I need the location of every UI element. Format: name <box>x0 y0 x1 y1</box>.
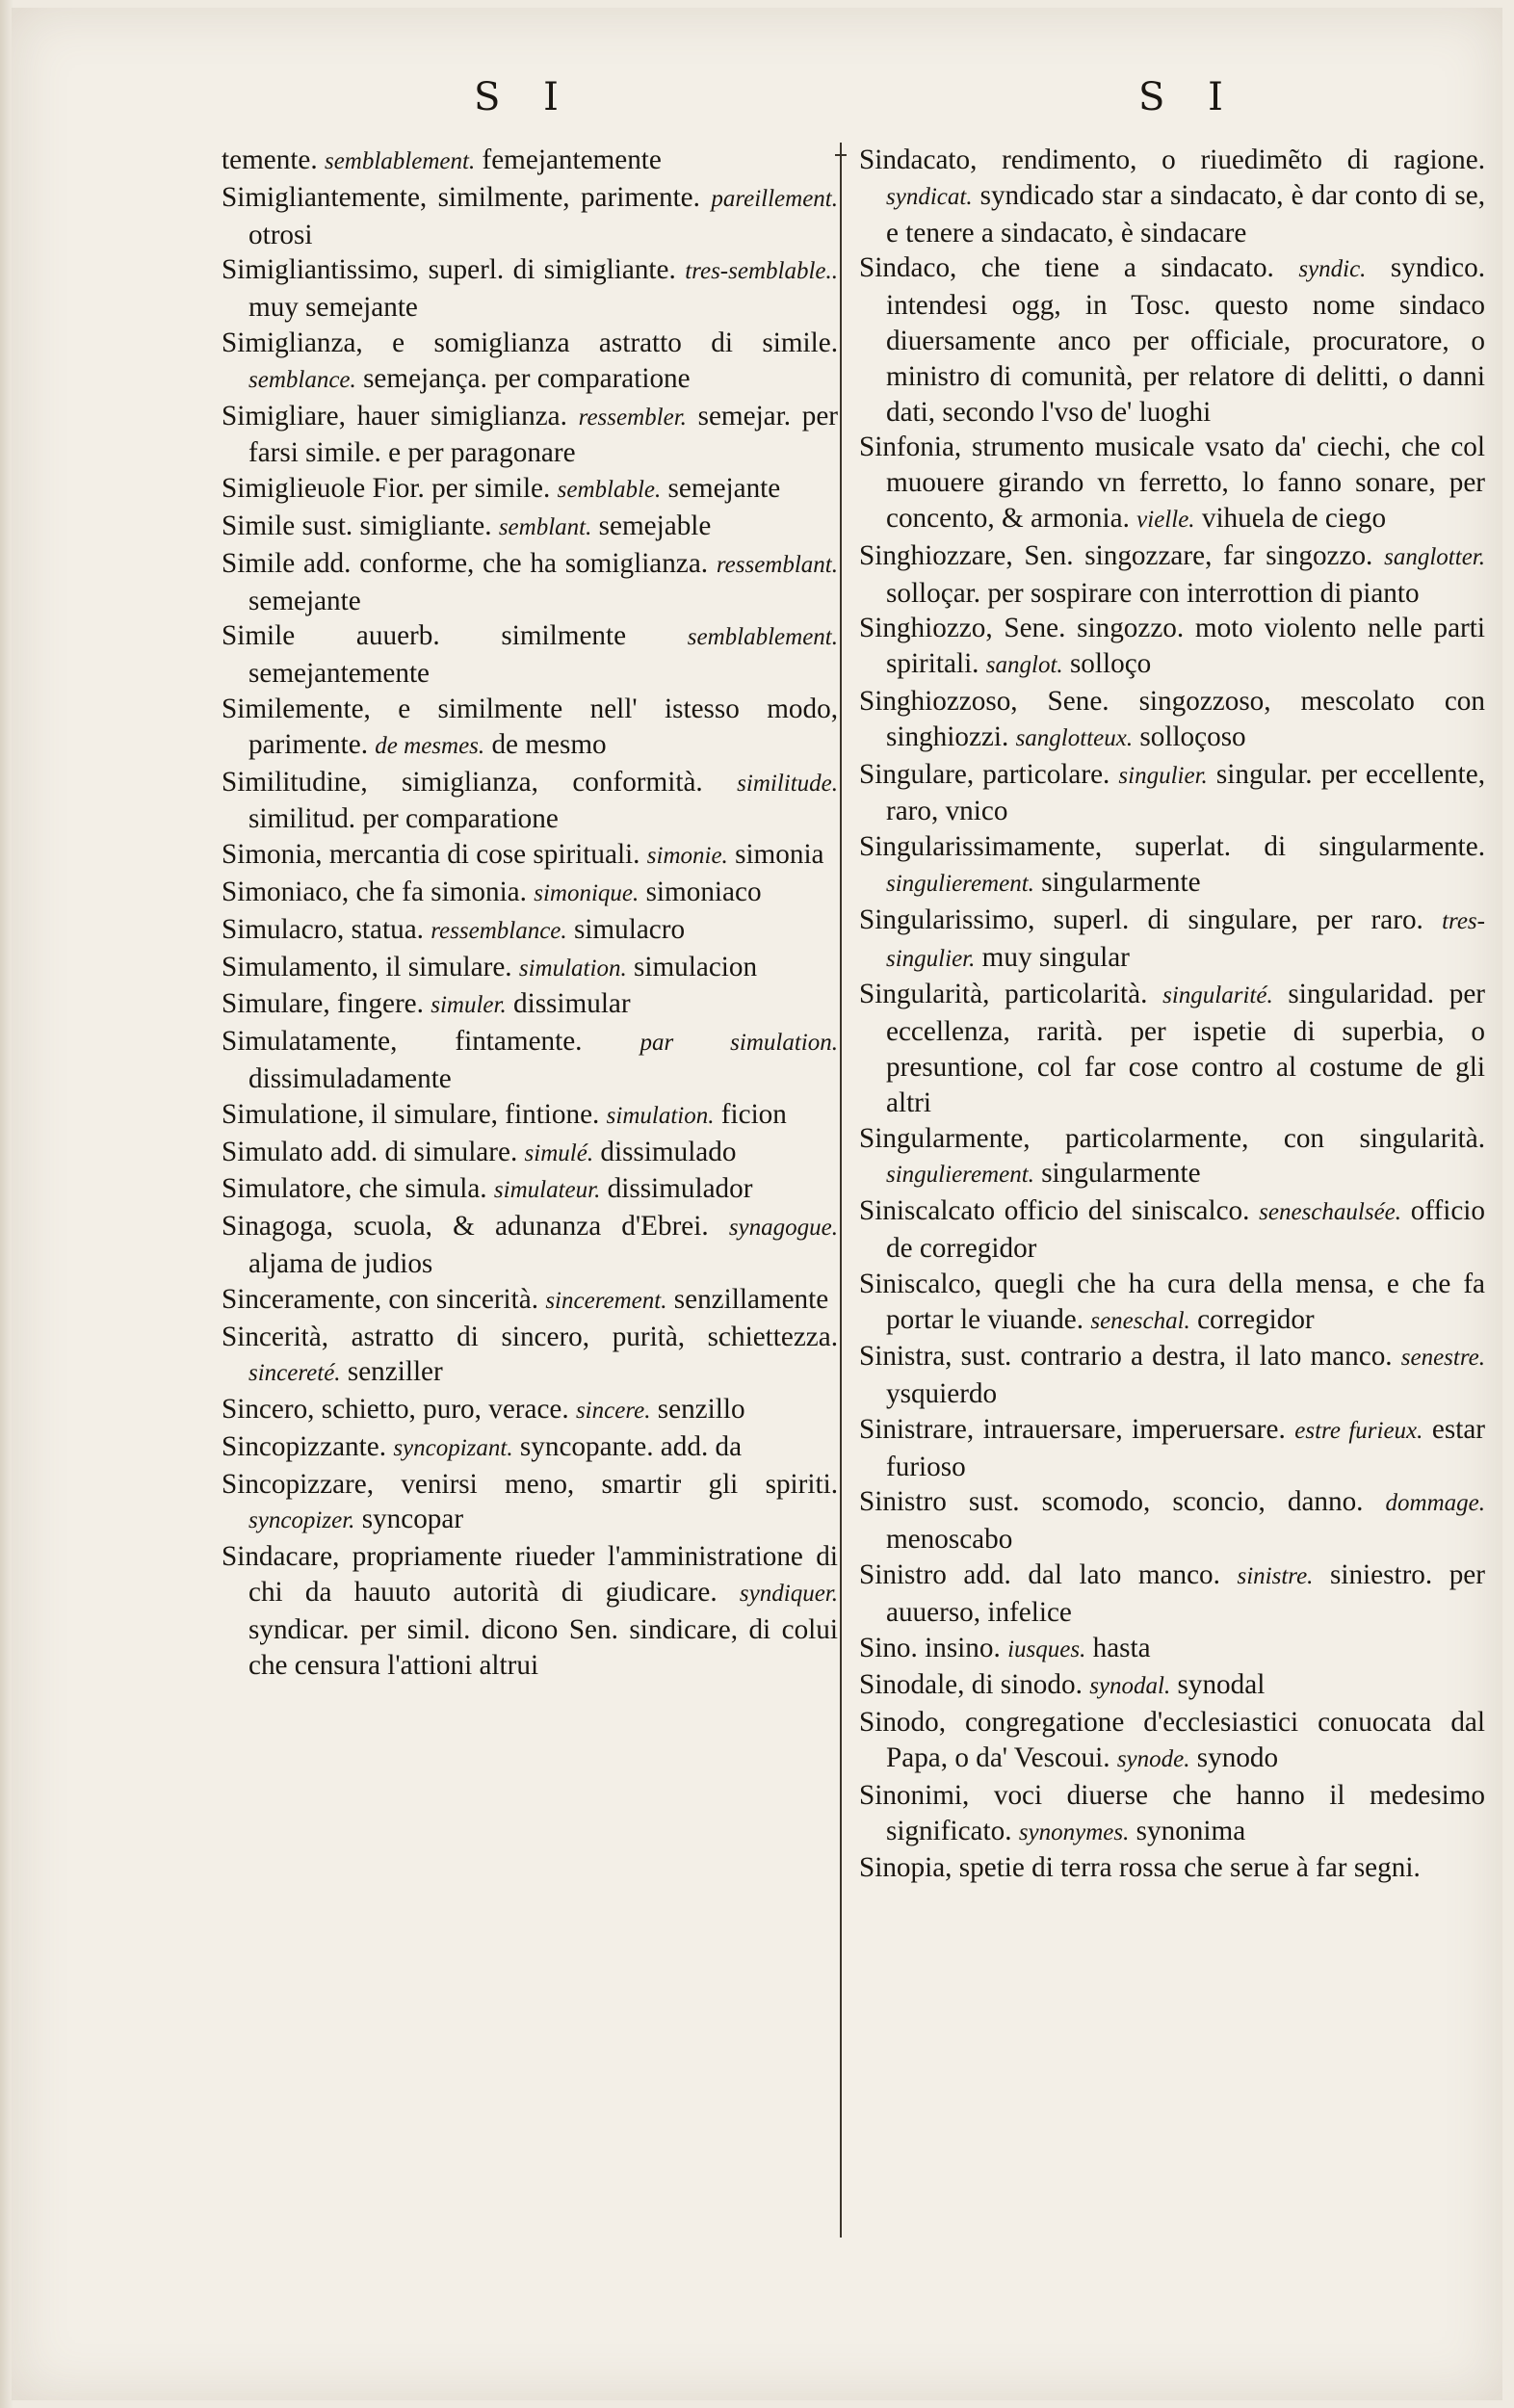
entry-italian: Siniscalcato officio del siniscalco. <box>859 1195 1260 1227</box>
entry-french: pareillement. <box>711 185 838 212</box>
entry-italian: temente. <box>222 144 325 175</box>
entry-french: de mesmes. <box>375 732 485 759</box>
entry-spanish: syndicar. per simil. dicono Sen. sindicare, di colui che censura l'attioni altrui <box>248 1613 838 1681</box>
entry-french: syndiquer. <box>739 1581 838 1608</box>
column-divider <box>840 143 842 2238</box>
entry-spanish: estar furioso <box>886 1413 1485 1482</box>
entry-french: sincerement. <box>545 1287 667 1314</box>
entry-italian: Simigliantissimo, superl. di simigliante. <box>222 254 686 286</box>
dictionary-entry <box>859 829 1485 903</box>
entry-spanish: syncopante. add. da <box>512 1430 743 1462</box>
entry-spanish: ficion <box>714 1098 787 1130</box>
entry-french: simulation. <box>606 1102 715 1129</box>
entry-french: iusques. <box>1007 1636 1086 1662</box>
dictionary-entry <box>222 1097 838 1135</box>
entry-spanish: otrosi <box>248 219 313 250</box>
entry-french: syndicat. <box>886 183 973 210</box>
dictionary-entry <box>859 757 1485 830</box>
entry-spanish: solloçoso <box>1133 720 1246 752</box>
entry-spanish: corregidor <box>1189 1303 1315 1335</box>
entry-italian: Sinagoga, scuola, & adunanza d'Ebrei. <box>222 1211 729 1243</box>
entry-italian: Singularità, particolarità. <box>859 979 1163 1010</box>
entry-french: syncopizant. <box>393 1434 513 1461</box>
entry-spanish: muy semejante <box>248 292 418 324</box>
dictionary-entry <box>859 903 1485 978</box>
dictionary-entry <box>222 1467 838 1540</box>
entry-italian: Simile add. conforme, che ha somiglianza. <box>222 547 717 579</box>
entry-italian: Simulatione, il simulare, fintione. <box>222 1098 607 1130</box>
entry-spanish: semejança. per comparatione <box>355 362 691 394</box>
entry-italian: Singhiozzo, Sene. singozzo. moto violento nelle parti spiritali. <box>859 613 1485 680</box>
entry-spanish: solloço <box>1062 648 1152 680</box>
entry-italian: Singularissimamente, superlat. di singularmente. <box>859 831 1485 863</box>
dictionary-entry <box>859 1484 1485 1557</box>
entry-french: tres-semblable.. <box>685 258 838 285</box>
dictionary-entry <box>859 684 1485 757</box>
entry-spanish: ysquierdo <box>886 1378 998 1410</box>
entry-italian: Sinistro add. dal lato manco. <box>859 1559 1238 1591</box>
entry-spanish: singularmente <box>1033 866 1201 898</box>
entry-italian: Simonia, mercantia di cose spirituali. <box>222 839 647 871</box>
entry-spanish: de mesmo <box>484 728 607 760</box>
entry-french: sanglot. <box>985 652 1063 679</box>
entry-italian: Simiglianza, e somiglianza astratto di simile. <box>222 327 838 358</box>
entry-french: tres-singulier. <box>886 907 1485 972</box>
entry-french: dommage. <box>1385 1490 1485 1517</box>
dictionary-entry <box>859 430 1485 537</box>
right-column <box>859 143 1485 1886</box>
dictionary-entry <box>222 252 838 326</box>
entry-italian: Sincopizzare, venirsi meno, smartir gli spiriti. <box>222 1468 838 1500</box>
dictionary-entry <box>222 692 838 765</box>
entry-spanish: segni. <box>1353 1852 1421 1884</box>
entry-italian: Sindacare, propriamente riueder l'amministratione di chi da hauuto autorità di giudicare. <box>222 1541 838 1609</box>
dictionary-entry <box>859 1267 1485 1340</box>
dictionary-entry <box>859 1412 1485 1485</box>
entry-spanish: synodal <box>1170 1669 1266 1701</box>
entry-spanish: dissimulador <box>600 1173 753 1205</box>
dictionary-entry <box>859 143 1485 250</box>
entry-italian: Sindacato, rendimento, o riuedimẽto di ragione. <box>859 144 1485 175</box>
entry-french: semblablement. <box>687 624 838 651</box>
entry-french: synonymes. <box>1018 1819 1130 1845</box>
entry-italian: Sino. insino. <box>859 1632 1008 1663</box>
entry-italian: Sinodo, congregatione d'ecclesiastici conuocata dal Papa, o da' Vescoui. <box>859 1707 1485 1774</box>
entry-french: syndic. <box>1298 256 1367 283</box>
entry-french: simonie. <box>646 843 728 870</box>
entry-italian: Simulatore, che simula. <box>222 1173 494 1205</box>
entry-spanish: simulacro <box>566 913 686 945</box>
entry-spanish: dissimular <box>506 988 631 1020</box>
entry-italian: Sinopia, spetie di terra rossa che serue à far <box>859 1852 1354 1884</box>
entry-spanish: siniestro. per auuerso, infelice <box>886 1559 1485 1628</box>
entry-italian: Singulare, particolare. <box>859 758 1119 790</box>
entry-french: semblablement. <box>324 148 476 174</box>
entry-french: syncopizer. <box>248 1507 355 1534</box>
dictionary-entry <box>859 1667 1485 1705</box>
entry-french: similitude. <box>737 770 838 797</box>
dictionary-entry <box>222 546 838 619</box>
entry-spanish: simulacion <box>626 951 758 982</box>
entry-spanish: synonima <box>1129 1815 1246 1846</box>
entry-spanish: semejar. per farsi simile. e per paragonare <box>248 400 838 469</box>
dictionary-entry <box>222 1429 838 1467</box>
entry-french: ressemblance. <box>431 917 567 944</box>
entry-french: synagogue. <box>728 1215 838 1242</box>
entry-italian: Sindaco, che tiene a sindacato. <box>859 252 1299 284</box>
entry-french: seneschal. <box>1090 1307 1190 1334</box>
dictionary-entry <box>859 1631 1485 1668</box>
entry-french: simulation. <box>518 955 627 982</box>
entry-italian: Similitudine, simiglianza, conformità. <box>222 766 738 798</box>
entry-spanish: muy singular <box>975 941 1130 973</box>
dictionary-entry <box>859 538 1485 612</box>
entry-spanish: singular. per eccellente, raro, vnico <box>886 758 1486 827</box>
entry-italian: Singhiozzare, Sen. singozzare, far singozzo. <box>859 539 1385 571</box>
dictionary-entry <box>222 986 838 1024</box>
entry-italian: Similemente, e similmente nell' istesso modo, parimente. <box>222 693 838 760</box>
running-header-right: S I <box>1138 75 1239 119</box>
entry-spanish: senzillamente <box>666 1283 829 1315</box>
dictionary-entry <box>859 1778 1485 1851</box>
entry-french: vielle. <box>1136 506 1195 533</box>
entry-french: par simulation. <box>640 1030 839 1057</box>
entry-italian: Simulare, fingere. <box>222 988 431 1020</box>
entry-spanish: simoniaco <box>639 876 762 907</box>
dictionary-entry <box>859 1557 1485 1631</box>
dictionary-entry <box>222 1209 838 1282</box>
entry-french: simulateur. <box>493 1177 601 1204</box>
entry-italian: Simile auuerb. similmente <box>222 620 688 652</box>
dictionary-entry <box>222 875 838 912</box>
entry-spanish: semejante <box>248 585 361 616</box>
dictionary-entry <box>222 471 838 509</box>
entry-italian: Sincerità, astratto di sincero, purità, schiettezza. <box>222 1321 838 1352</box>
entry-french: sanglotteux. <box>1015 724 1134 751</box>
left-column <box>222 143 838 1683</box>
dictionary-entry <box>222 912 838 950</box>
dictionary-entry <box>859 611 1485 684</box>
entry-spanish: solloçar. per sospirare con interrottion di pianto <box>886 577 1420 609</box>
entry-spanish: semejable <box>591 510 712 541</box>
entry-french: ressembler. <box>578 404 687 431</box>
entry-italian: Singhiozzoso, Sene. singozzoso, mescolato con singhiozzi. <box>859 685 1485 752</box>
entry-french: senestre. <box>1400 1345 1485 1372</box>
entry-italian: Simulatamente, fintamente. <box>222 1026 640 1058</box>
entry-spanish: dissimulado <box>593 1136 737 1167</box>
entry-french: sinistre. <box>1237 1563 1314 1590</box>
entry-italian: Sinodale, di sinodo. <box>859 1669 1090 1701</box>
entry-french: simuler. <box>431 992 507 1019</box>
entry-italian: Simulacro, statua. <box>222 913 431 945</box>
entry-spanish: semejantemente <box>248 658 431 690</box>
entry-french: ressemblant. <box>716 551 838 578</box>
dictionary-entry <box>859 1193 1485 1267</box>
entry-spanish: femejantemente <box>475 144 662 175</box>
entry-spanish: semejante <box>661 473 781 505</box>
entry-french: sanglotter. <box>1384 543 1485 570</box>
entry-spanish: senziller <box>340 1356 443 1388</box>
dictionary-entry <box>859 1339 1485 1412</box>
entry-french: sincereté. <box>248 1360 341 1387</box>
entry-french: semblable. <box>557 477 662 504</box>
entry-french: simonique. <box>534 879 640 906</box>
entry-french: synode. <box>1116 1746 1190 1773</box>
entry-italian: Singularmente, particolarmente, con singularità. <box>859 1122 1485 1154</box>
running-header-left: S I <box>474 75 574 119</box>
entry-spanish: simonia <box>727 839 824 871</box>
dictionary-entry <box>859 1121 1485 1194</box>
dictionary-entry <box>222 143 838 180</box>
entry-italian: Sinistra, sust. contrario a destra, il lato manco. <box>859 1341 1401 1373</box>
entry-spanish: officio de corregidor <box>886 1195 1486 1264</box>
entry-french: semblant. <box>498 513 592 540</box>
entry-spanish: synodo <box>1189 1742 1279 1774</box>
dictionary-entry <box>222 1024 838 1097</box>
entry-italian: Simulamento, il simulare. <box>222 951 519 982</box>
dictionary-entry <box>222 399 838 472</box>
entry-italian: Siniscalco, quegli che ha cura della mensa, e che fa portar le viuande. <box>859 1268 1485 1335</box>
dictionary-entry <box>222 1392 838 1429</box>
dictionary-entry <box>859 977 1485 1120</box>
entry-spanish: syncopar <box>354 1504 464 1535</box>
entry-spanish: aljama de judios <box>248 1247 433 1279</box>
entry-italian: Singularissimo, superl. di singulare, per raro. <box>859 903 1443 935</box>
dictionary-entry <box>222 1320 838 1393</box>
dictionary-entry <box>222 1171 838 1209</box>
entry-french: seneschaulsée. <box>1259 1199 1402 1226</box>
entry-italian: Sincopizzante. <box>222 1430 394 1462</box>
dictionary-entry <box>222 1135 838 1172</box>
dictionary-entry <box>859 1705 1485 1778</box>
dictionary-entry <box>222 765 838 838</box>
entry-spanish: vihuela de ciego <box>1194 502 1387 534</box>
dictionary-entry <box>222 1539 838 1683</box>
entry-spanish: similitud. per comparatione <box>248 803 559 835</box>
entry-italian: Sinceramente, con sincerità. <box>222 1283 546 1315</box>
entry-french: singulier. <box>1118 762 1208 789</box>
entry-italian: Simiglieuole Fior. per simile. <box>222 473 558 505</box>
entry-italian: Simigliare, hauer simiglianza. <box>222 400 579 432</box>
entry-italian: Sinistro sust. scomodo, sconcio, danno. <box>859 1486 1386 1518</box>
entry-french: semblance. <box>248 366 356 393</box>
entry-french: estre furieux. <box>1294 1417 1423 1444</box>
entry-spanish: dissimuladamente <box>248 1062 452 1094</box>
entry-french: synodal. <box>1089 1673 1171 1700</box>
entry-spanish: senzillo <box>650 1394 745 1426</box>
entry-spanish: menoscabo <box>886 1524 1013 1556</box>
entry-spanish: hasta <box>1085 1632 1151 1663</box>
entry-french: singularité. <box>1162 982 1273 1009</box>
dictionary-entry <box>222 509 838 546</box>
entry-italian: Simigliantemente, similmente, parimente. <box>222 181 712 213</box>
entry-spanish: singularmente <box>1033 1158 1201 1190</box>
dictionary-entry <box>859 250 1485 430</box>
entry-french: singulierement. <box>886 1162 1034 1189</box>
entry-italian: Simile sust. simigliante. <box>222 510 499 541</box>
dictionary-entry <box>222 837 838 875</box>
dictionary-entry <box>859 1850 1485 1886</box>
dictionary-entry <box>222 618 838 692</box>
entry-spanish: syndicado star a sindacato, è dar conto di se, e tenere a sindacato, è sindacare <box>886 179 1485 249</box>
entry-italian: Sincero, schietto, puro, verace. <box>222 1394 576 1426</box>
dictionary-entry <box>222 326 838 399</box>
entry-french: sincere. <box>575 1398 651 1425</box>
entry-french: simulé. <box>524 1139 594 1166</box>
dictionary-entry <box>222 180 838 253</box>
entry-spanish: singularidad. per eccellenza, rarità. per ispetie di superbia, o presuntione, col far cose contro al costume de gli altri <box>886 979 1485 1118</box>
entry-italian: Simulato add. di simulare. <box>222 1136 525 1167</box>
entry-italian: Simoniaco, che fa simonia. <box>222 876 535 907</box>
entry-italian: Sinonimi, voci diuerse che hanno il medesimo significato. <box>859 1779 1485 1846</box>
dictionary-entry <box>222 1282 838 1320</box>
entry-italian: Sinistrare, intrauersare, imperuersare. <box>859 1413 1295 1445</box>
entry-french: singulierement. <box>886 870 1034 897</box>
entry-spanish: syndico. intendesi ogg, in Tosc. questo nome sindaco diuersamente anco per officiale, procuratore, o ministro di comunità, per relatore di delitti, o danni dati, secondo l'vso de' luoghi <box>886 252 1485 428</box>
dictionary-entry <box>222 950 838 987</box>
dictionary-page <box>12 8 1502 2400</box>
entry-italian: Sinfonia, strumento musicale vsato da' ciechi, che col muouere girando vn ferretto, lo fanno sonare, per concento, & armonia. <box>859 432 1485 534</box>
